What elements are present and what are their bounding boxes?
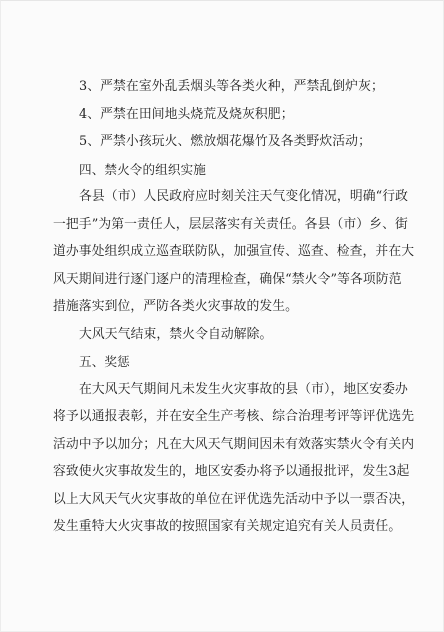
paragraph-line: 发生重特大火灾事故的按照国家有关规定追究有关人员责任。 xyxy=(53,519,402,534)
paragraph-line: 在大风天气期间凡未发生火灾事故的县（市），地区安委办 xyxy=(79,381,408,397)
paragraph-line: 容致使火灾事故发生的，地区安委办将予以通报批评，发生3起 xyxy=(53,464,410,479)
section-4-paragraph-2: 大风天气结束，禁火令自动解除。 xyxy=(79,326,273,342)
prohibition-item-4: 4、严禁在田间地头烧荒及烧灰积肥； xyxy=(79,106,294,122)
paragraph-line: 道办事处组织成立巡查联防队，加强宣传、巡查、检查，并在大 xyxy=(53,244,415,259)
section-5-heading: 五、奖惩 xyxy=(79,354,130,369)
prohibition-item-3: 3、严禁在室外乱丢烟头等各类火种，严禁乱倒炉灰； xyxy=(79,79,384,94)
document-body xyxy=(53,73,415,541)
section-4-heading: 四、禁火令的组织实施 xyxy=(79,161,206,177)
paragraph-line: 以上大风天气火灾事故的单位在评优选先活动中予以一票否决， xyxy=(53,491,415,507)
paragraph-line: 活动中予以加分；凡在大风天气期间因未有效落实禁火令有关内 xyxy=(53,436,415,452)
paragraph-line: 各县（市）人民政府应时刻关注天气变化情况，明确“行政 xyxy=(79,189,409,204)
section-5-paragraph xyxy=(53,376,415,541)
paragraph-line: 措施落实到位，严防各类火灾事故的发生。 xyxy=(53,299,299,314)
paragraph-line: 风天期间进行逐门逐户的清理检查，确保“禁火令”等各项防范 xyxy=(53,271,402,287)
paragraph-line: 一把手”为第一责任人，层层落实有关责任。各县（市）乡、街 xyxy=(53,216,408,232)
section-4-paragraph-1 xyxy=(53,183,415,321)
prohibition-item-5: 5、严禁小孩玩火、燃放烟花爆竹及各类野炊活动； xyxy=(79,134,371,149)
paragraph-line: 将予以通报表彰，并在安全生产考核、综合治理考评等评优选先 xyxy=(53,409,415,424)
